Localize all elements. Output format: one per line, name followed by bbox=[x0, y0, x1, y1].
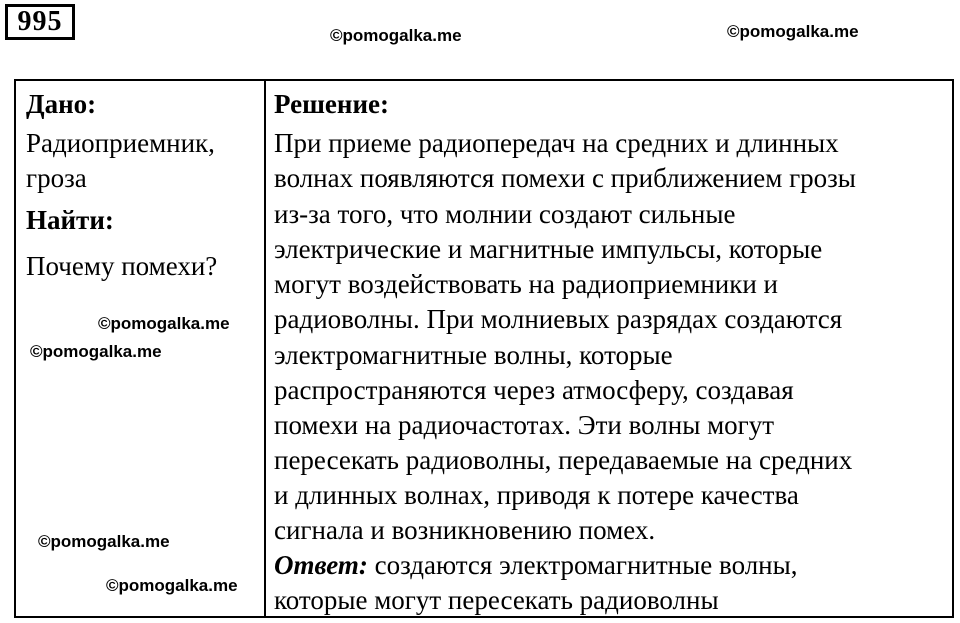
answer-line bbox=[274, 548, 798, 583]
watermark: ©pomogalka.me bbox=[106, 576, 238, 595]
solution-line: распространяются через атмосферу, создавая bbox=[274, 375, 794, 405]
solution-line: могут воздействовать на радиоприемники и bbox=[274, 269, 778, 299]
problem-number: 995 bbox=[5, 4, 75, 40]
find-heading: Найти: bbox=[26, 205, 114, 235]
solution-line: из-за того, что молнии создают сильные bbox=[274, 199, 736, 229]
solution-line: электрические и магнитные импульсы, которые bbox=[274, 234, 823, 264]
answer-text: создаются электромагнитные волны, bbox=[374, 550, 798, 580]
find-question: Почему помехи? bbox=[26, 251, 218, 281]
given-heading: Дано: bbox=[26, 89, 97, 119]
solution-line: сигнала и возникновению помех. bbox=[274, 515, 656, 545]
given-line: Радиоприемник, bbox=[26, 128, 215, 158]
answer-label: Ответ: bbox=[274, 550, 368, 580]
solution-heading: Решение: bbox=[274, 89, 389, 119]
answer-line: которые могут пересекать радиоволны bbox=[274, 585, 719, 615]
watermark: ©pomogalka.me bbox=[30, 342, 162, 361]
watermark: ©pomogalka.me bbox=[727, 22, 859, 41]
solution-line: радиоволны. При молниевых разрядах создаются bbox=[274, 304, 843, 334]
solution-line: пересекать радиоволны, передаваемые на средних bbox=[274, 445, 853, 475]
solution-line: электромагнитные волны, которые bbox=[274, 340, 673, 370]
watermark: ©pomogalka.me bbox=[98, 314, 230, 333]
given-line: гроза bbox=[26, 163, 87, 193]
solution-line: и длинных волнах, приводя к потере качества bbox=[274, 480, 799, 510]
solution-line: помехи на радиочастотах. Эти волны могут bbox=[274, 410, 775, 440]
watermark: ©pomogalka.me bbox=[38, 532, 170, 551]
watermark: ©pomogalka.me bbox=[330, 26, 462, 45]
solution-line: При приеме радиопередач на средних и длинных bbox=[274, 128, 839, 158]
column-divider bbox=[264, 81, 266, 616]
solution-table bbox=[14, 79, 954, 618]
solution-line: волнах появляются помехи с приближением грозы bbox=[274, 163, 856, 193]
